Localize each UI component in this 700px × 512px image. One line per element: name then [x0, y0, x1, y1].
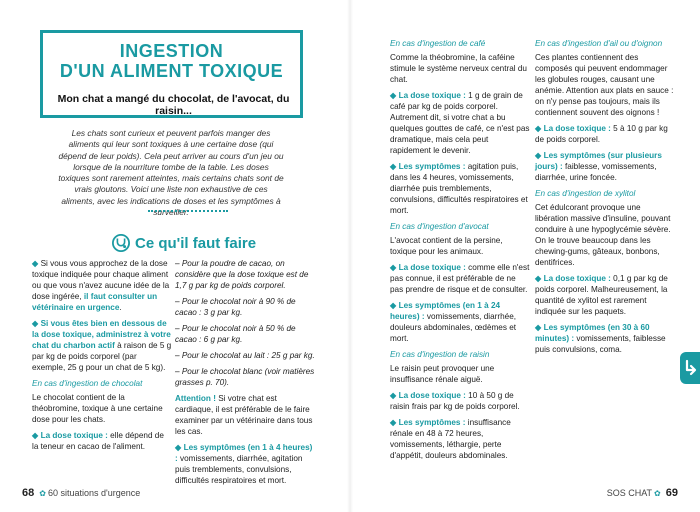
right-column-2	[535, 38, 675, 360]
ail-sym-label: Les symptômes (sur plusieurs jours) :	[535, 151, 662, 171]
ail-dose-text: 5 à 10 g par kg de poids corporel.	[535, 124, 668, 144]
paw-icon: ✿	[654, 489, 661, 498]
cafe-heading: En cas d'ingestion de café	[390, 39, 486, 48]
b1-text: Si vous vous approchez de la dose toxique indiquée pour chaque aliment ou que vous n'avez aucune idée de la dose ingérée,	[32, 259, 170, 301]
xylitol-symptoms: ◆ Les symptômes (en 30 à 60 minutes) : vomissements, faiblesse puis convulsions, coma.	[535, 323, 666, 354]
footer-right-text: SOS CHAT	[606, 488, 653, 498]
bullet-consult: ◆ Si vous vous approchez de la dose toxique indiquée pour chaque aliment ou que vous n'avez aucune idée de la dose ingérée, il faut consulter un vétérinaire en urgence.	[32, 259, 170, 312]
b1-end: .	[119, 303, 122, 312]
xylitol-heading: En cas d'ingestion de xylitol	[535, 189, 636, 198]
footer-right	[607, 487, 678, 499]
avocado-dose: ◆ La dose toxique : comme elle n'est pas connue, il est préférable de ne pas prendre de risque et de consulter.	[390, 263, 530, 294]
ail-dose: ◆ La dose toxique : 5 à 10 g par kg de poids corporel.	[535, 124, 668, 144]
footer-left	[22, 487, 140, 499]
chocolate-symptoms: ◆ Les symptômes (en 1 à 4 heures) : vomissements, diarrhée, agitation puis tremblements, convulsions, difficultés respiratoires et mort.	[175, 443, 313, 485]
attention-label: Attention !	[175, 394, 216, 403]
choc-sym-text: vomissements, diarrhée, agitation puis tremblements, convulsions, difficultés respiratoires et mort.	[175, 454, 303, 485]
cafe-text: Comme la théobromine, la caféine stimule le système nerveux central du chat.	[390, 53, 527, 84]
page-number-right: 69	[665, 487, 678, 499]
rai-dose-label: La dose toxique :	[398, 391, 466, 400]
attention-text: Si votre chat est cardiaque, il est préférable de le faire examiner par un vétérinaire dans tous les cas.	[175, 394, 313, 436]
chocolate-dose: ◆ La dose toxique : elle dépend de la teneur en cacao de l'aliment.	[32, 431, 164, 451]
raisin-dose: ◆ La dose toxique : 10 à 50 g de raisin frais par kg de poids corporel.	[390, 391, 520, 411]
left-column	[32, 258, 172, 457]
bullet-charbon: ◆ Si vous êtes bien en dessous de la dose toxique, administrez à votre chat du charbon actif à raison de 5 g par kg de poids corporel (par exemple, 25 g pour un chat de 5 kg).	[32, 319, 172, 372]
xyl-sym-text: vomissements, faiblesse puis convulsions, coma.	[535, 334, 666, 354]
b2-bold: Si vous êtes bien en dessous de la dose toxique, administrez à votre chat du charbon actif	[32, 319, 171, 350]
chocolate-text: Le chocolat contient de la théobromine, toxique à une certaine dose pour les chats.	[32, 393, 163, 424]
avo-dose-text: comme elle n'est pas connue, il est préférable de ne pas prendre de risque et de consulter.	[390, 263, 530, 294]
avo-dose-label: La dose toxique :	[398, 263, 466, 272]
ail-sym-text: faiblesse, vomissements, diarrhée, urine foncée.	[535, 162, 657, 182]
right-column-1	[390, 38, 530, 466]
cocoa-line: – Pour la poudre de cacao, on considère que la dose toxique est de 1,7 g par kg de poids corporel.	[175, 259, 309, 290]
avo-sym-text: vomissements, diarrhée, douleurs abdominales, œdèmes et mort.	[390, 312, 517, 343]
intro-text: Les chats sont curieux et peuvent parfois manger des aliments qui leur sont toxiques à une certaine dose (qui dépend de leur poids). Cela peut arriver au cours d'un jeu ou lorsque de la nourriture tombe de la table. Les doses toxiques sont rarement atteintes, mais certains chats sont de vrais gloutons. Voici une liste non exhaustive de ces aliments, avec les indications de doses et les symptômes à surveiller.	[58, 128, 284, 218]
title-line-1: INGESTION	[119, 41, 224, 61]
chocolate-heading: En cas d'ingestion de chocolat	[32, 379, 143, 388]
choc-dose-label: La dose toxique :	[40, 431, 108, 440]
paw-icon: ✿	[39, 489, 46, 498]
raisin-text: Le raisin peut provoquer une insuffisance rénale aiguë.	[390, 364, 495, 384]
dark50-line: – Pour le chocolat noir à 50 % de cacao : 6 g par kg.	[175, 324, 296, 344]
ail-symptoms: ◆ Les symptômes (sur plusieurs jours) : faiblesse, vomissements, diarrhée, urine foncée.	[535, 151, 662, 182]
next-page-tab[interactable]	[680, 352, 700, 384]
attention-note	[175, 393, 315, 437]
stethoscope-icon	[112, 234, 130, 252]
title-line-2: D'UN ALIMENT TOXIQUE	[59, 61, 284, 81]
ail-text: Ces plantes contiennent des composés qui peuvent endommager les globules rouges, causant une anémie. Attention aux plats en sauce : on n'y pense pas toujours, mais ils contiennent souvent des oignons !	[535, 53, 674, 117]
cafe-symptoms: ◆ Les symptômes : agitation puis, dans les 4 heures, vomissements, diarrhée puis tremblements, convulsions, difficultés respiratoires et mort.	[390, 162, 528, 215]
choc-sym-label: Les symptômes (en 1 à 4 heures) :	[175, 443, 313, 463]
section-title: Ce qu'il faut faire	[135, 234, 257, 252]
xylitol-dose: ◆ La dose toxique : 0,1 g par kg de poids corporel. Malheureusement, la quantité de xylitol est rarement indiquée sur les paquets.	[535, 274, 668, 316]
choc-dose-text: elle dépend de la teneur en cacao de l'aliment.	[32, 431, 164, 451]
rai-sym-text: insuffisance rénale en 48 à 72 heures, vomissements, léthargie, perte d'appétit, douleurs abdominales.	[390, 418, 511, 460]
cafe-sym-label: Les symptômes :	[398, 162, 466, 171]
subtitle: Mon chat a mangé du chocolat, de l'avocat, du raisin...	[57, 93, 290, 117]
cafe-dose-text: 1 g de grain de café par kg de poids corporel. Autrement dit, si votre chat a bu quelques gouttes de café, ce n'est pas dramatique, mais cela peut rapidement le devenir.	[390, 91, 530, 155]
raisin-symptoms: ◆ Les symptômes : insuffisance rénale en 48 à 72 heures, vomissements, léthargie, perte d'appétit, douleurs abdominales.	[390, 418, 511, 460]
section-header	[112, 234, 256, 252]
arrow-down-right-icon	[680, 352, 700, 384]
cafe-dose-label: La dose toxique :	[398, 91, 466, 100]
avo-sym-label: Les symptômes (en 1 à 24 heures) :	[390, 301, 501, 321]
page-number-left: 68	[22, 487, 35, 499]
milk-line: – Pour le chocolat au lait : 25 g par kg.	[175, 351, 315, 360]
avocado-symptoms: ◆ Les symptômes (en 1 à 24 heures) : vomissements, diarrhée, douleurs abdominales, œdèmes et mort.	[390, 301, 517, 343]
cafe-sym-text: agitation puis, dans les 4 heures, vomissements, diarrhée puis tremblements, convulsions, difficultés respiratoires et mort.	[390, 162, 528, 215]
b2-text: à raison de 5 g par kg de poids corporel (par exemple, 25 g pour un chat de 5 kg).	[32, 341, 172, 372]
xyl-sym-label: Les symptômes (en 30 à 60 minutes) :	[535, 323, 650, 343]
dark90-line: – Pour le chocolat noir à 90 % de cacao : 3 g par kg.	[175, 297, 296, 317]
mid-column	[175, 258, 315, 491]
footer-left-text: 60 situations d'urgence	[47, 488, 141, 498]
title-box	[40, 30, 303, 118]
avocado-heading: En cas d'ingestion d'avocat	[390, 222, 489, 231]
rai-sym-label: Les symptômes :	[398, 418, 466, 427]
right-page	[350, 0, 700, 512]
book-gutter	[347, 0, 353, 512]
rai-dose-text: 10 à 50 g de raisin frais par kg de poids corporel.	[390, 391, 520, 411]
cafe-dose: ◆ La dose toxique : 1 g de grain de café par kg de poids corporel. Autrement dit, si votre chat a bu quelques gouttes de café, ce n'est pas dramatique, mais cela peut rapidement le devenir.	[390, 91, 530, 155]
avocado-text: L'avocat contient de la persine, toxique pour les animaux.	[390, 236, 503, 256]
white-line: – Pour le chocolat blanc (voir matières grasses p. 70).	[175, 367, 315, 387]
xyl-dose-label: La dose toxique :	[543, 274, 611, 283]
ail-dose-label: La dose toxique :	[543, 124, 611, 133]
ail-heading: En cas d'ingestion d'ail ou d'oignon	[535, 39, 663, 48]
raisin-heading: En cas d'ingestion de raisin	[390, 350, 490, 359]
xyl-dose-text: 0,1 g par kg de poids corporel. Malheureusement, la quantité de xylitol est rarement indiquée sur les paquets.	[535, 274, 668, 316]
dotted-divider	[148, 210, 228, 212]
xylitol-text: Cet édulcorant provoque une libération massive d'insuline, pouvant conduire à une hypoglycémie sévère. On le trouve beaucoup dans les chewing-gums, gâteaux, bonbons, dentifrices.	[535, 203, 671, 267]
b1-bold: il faut consulter un vétérinaire en urgence	[32, 292, 158, 312]
